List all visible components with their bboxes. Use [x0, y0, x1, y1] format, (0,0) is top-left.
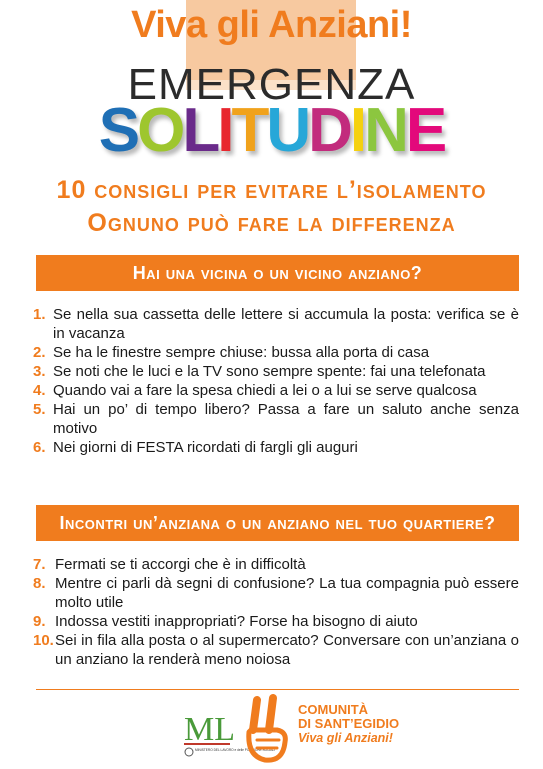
emergenza-title: EMERGENZA	[127, 60, 416, 109]
solitudine-letter: N	[364, 96, 406, 165]
solitudine-title	[0, 96, 543, 166]
tip-text: Nei giorni di FESTA ricordati di fargli gli auguri	[53, 439, 358, 456]
community-line-2: DI SANT’EGIDIO	[298, 716, 400, 731]
viva-gli-anziani-title: Viva gli Anziani!	[131, 4, 412, 46]
ministry-ml-icon	[182, 706, 276, 761]
community-line-1: COMUNITÀ	[298, 702, 369, 717]
tip-item	[33, 305, 519, 343]
svg-text:ML: ML	[184, 711, 235, 748]
solitudine-letter: D	[308, 96, 350, 165]
tip-item	[33, 381, 519, 400]
tip-item	[33, 631, 519, 669]
solitudine-letter: E	[405, 96, 445, 165]
tip-text: Se nella sua cassetta delle lettere si accumula la posta: verifica se è in vacanza	[53, 306, 519, 342]
community-logo-text	[298, 703, 399, 745]
tips-list-2	[33, 555, 519, 669]
tip-number: 6.	[33, 439, 46, 456]
solitudine-letter: I	[349, 96, 365, 165]
tip-text: Mentre ci parli dà segni di confusione? La tua compagnia può essere molto utile	[55, 575, 519, 611]
solitudine-letter: U	[266, 96, 309, 165]
tip-item	[33, 362, 519, 381]
peace-hand-icon	[243, 696, 293, 764]
tip-text: Sei in fila alla posta o al supermercato? Conversare con un’anziana o un anziano la renderà meno noiosa	[55, 632, 519, 668]
footer-divider	[36, 689, 519, 690]
tip-number: 5.	[33, 401, 46, 418]
tip-number: 1.	[33, 306, 46, 323]
solitudine-letter: I	[217, 96, 232, 165]
section-1-title: Hai una vicina o un vicino anziano?	[36, 255, 519, 291]
tip-item	[33, 574, 519, 612]
tip-item	[33, 343, 519, 362]
tip-text: Se noti che le luci e la TV sono sempre spente: fai una telefonata	[53, 363, 486, 380]
tip-number: 8.	[33, 575, 46, 592]
tip-number: 10.	[33, 632, 54, 649]
tip-number: 3.	[33, 363, 46, 380]
tip-number: 9.	[33, 613, 46, 630]
tip-item	[33, 612, 519, 631]
svg-text:MINISTERO DEL LAVORO e delle P: MINISTERO DEL LAVORO e delle POLITICHE SOCIALI	[195, 748, 276, 752]
tip-number: 2.	[33, 344, 46, 361]
tip-item	[33, 400, 519, 438]
solitudine-letter: L	[182, 96, 218, 165]
tips-list-1	[33, 305, 519, 457]
section-2-title: Incontri un’anziana o un anziano nel tuo quartiere?	[36, 505, 519, 541]
solitudine-letter: O	[137, 96, 183, 165]
subtitle-line-1: 10 consigli per evitare l’isolamento	[56, 176, 487, 204]
ministry-logo	[182, 706, 276, 761]
tip-number: 7.	[33, 556, 46, 573]
subtitle-line-2: Ognuno può fare la differenza	[87, 209, 456, 237]
tip-number: 4.	[33, 382, 46, 399]
solitudine-letter: S	[98, 96, 138, 165]
tip-item	[33, 555, 519, 574]
tip-item	[33, 438, 519, 457]
tip-text: Se ha le finestre sempre chiuse: bussa alla porta di casa	[53, 344, 430, 361]
tip-text: Quando vai a fare la spesa chiedi a lei o a lui se serve qualcosa	[53, 382, 477, 399]
solitudine-letter: T	[231, 96, 267, 165]
tip-text: Indossa vestiti inappropriati? Forse ha bisogno di aiuto	[55, 613, 418, 630]
tip-text: Fermati se ti accorgi che è in difficoltà	[55, 556, 306, 573]
tip-text: Hai un po’ di tempo libero? Passa a fare un saluto anche senza motivo	[53, 401, 519, 437]
community-tagline: Viva gli Anziani!	[298, 731, 393, 745]
